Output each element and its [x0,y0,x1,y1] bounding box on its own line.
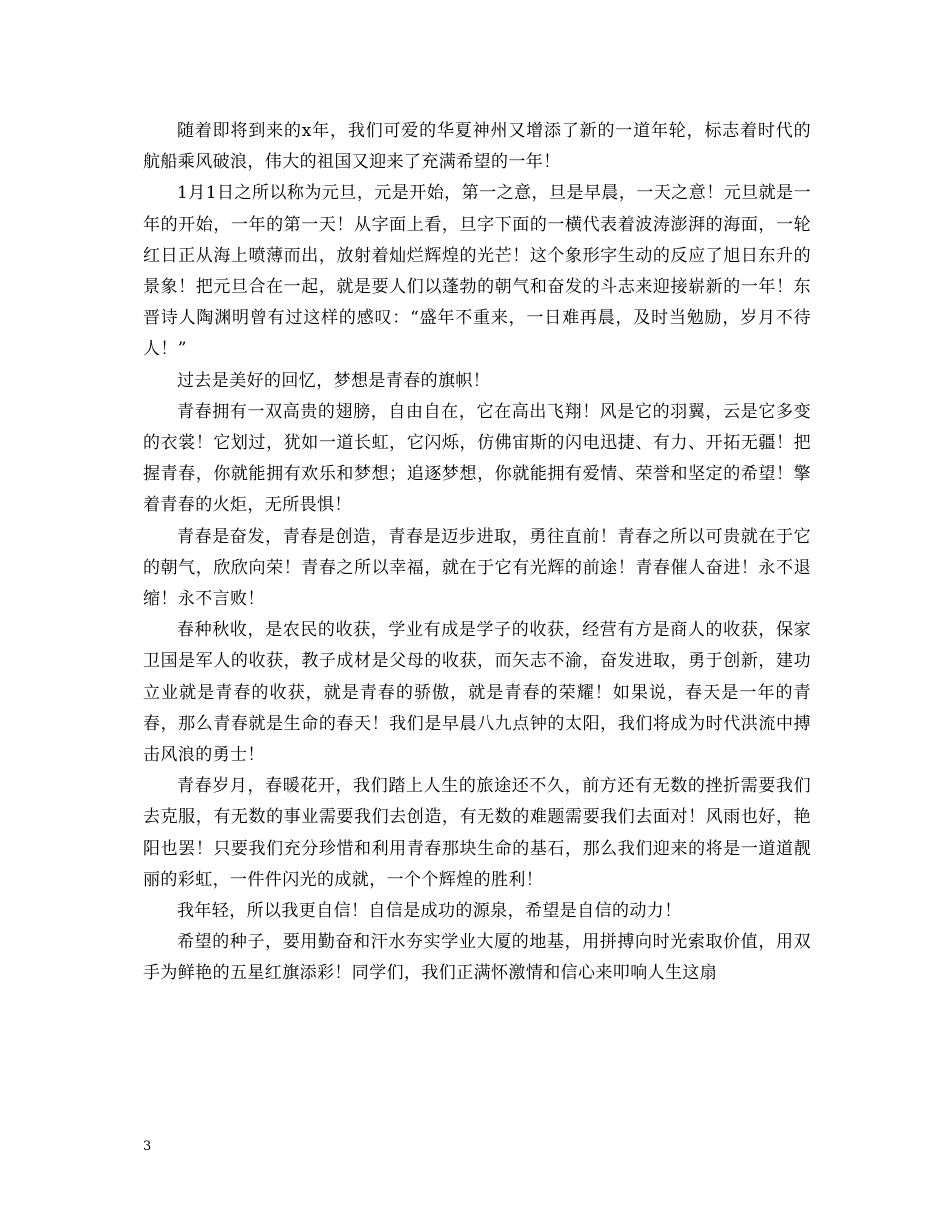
paragraph-5: 青春是奋发，青春是创造，青春是迈步进取，勇往直前！青春之所以可贵就在于它的朝气，欣欣向荣！青春之所以幸福，就在于它有光辉的前途！青春催人奋进！永不退缩！永不言败！ [143,526,811,610]
paragraph-6: 春种秋收，是农民的收获，学业有成是学子的收获，经营有方是商人的收获，保家卫国是军人的收获，教子成材是父母的收获，而矢志不渝，奋发进取，勇于创新，建功立业就是青春的收获，就是青春的骄傲，就是青春的荣耀！如果说，春天是一年的青春，那么青春就是生命的春天！我们是早晨八九点钟的太阳，我们将成为时代洪流中搏击风浪的勇士！ [143,620,811,766]
paragraph-4: 青春拥有一双高贵的翅膀，自由自在，它在高出飞翔！风是它的羽翼，云是它多变的衣裳！它划过，犹如一道长虹，它闪烁，仿佛宙斯的闪电迅捷、有力、开拓无疆！把握青春，你就能拥有欢乐和梦想；追逐梦想，你就能拥有爱情、荣誉和坚定的希望！擎着青春的火炬，无所畏惧！ [143,401,811,516]
paragraph-7: 青春岁月，春暖花开，我们踏上人生的旅途还不久，前方还有无数的挫折需要我们去克服，有无数的事业需要我们去创造，有无数的难题需要我们去面对！风雨也好，艳阳也罢！只要我们充分珍惜和利用青春那块生命的基石，那么我们迎来的将是一道道靓丽的彩虹，一件件闪光的成就，一个个辉煌的胜利！ [143,776,811,890]
paragraph-9: 希望的种子，要用勤奋和汗水夯实学业大厦的地基，用拼搏向时光索取价值，用双手为鲜艳的五星红旗添彩！同学们，我们正满怀激情和信心来叩响人生这扇 [143,932,811,984]
page-number: 3 [143,1139,152,1154]
paragraph-3: 过去是美好的回忆，梦想是青春的旗帜！ [177,370,491,391]
paragraph-1: 随着即将到来的x年，我们可爱的华夏神州又增添了新的一道年轮，标志着时代的航船乘风破浪，伟大的祖国又迎来了充满希望的一年！ [143,121,811,173]
paragraph-8: 我年轻，所以我更自信！自信是成功的源泉，希望是自信的动力！ [177,901,682,922]
paragraph-2: 1月1日之所以称为元旦，元是开始，第一之意，旦是早晨，一天之意！元旦就是一年的开始，一年的第一天！从字面上看，旦字下面的一横代表着波涛澎湃的海面，一轮红日正从海上喷薄而出，放射着灿烂辉煌的光芒！这个象形字生动的反应了旭日东升的景象！把元旦合在一起，就是要人们以蓬勃的朝气和奋发的斗志来迎接崭新的一年！东晋诗人陶渊明曾有过这样的感叹：“盛年不重来，一日难再晨，及时当勉励，岁月不待人！” [143,183,811,360]
document-body [143,116,811,990]
